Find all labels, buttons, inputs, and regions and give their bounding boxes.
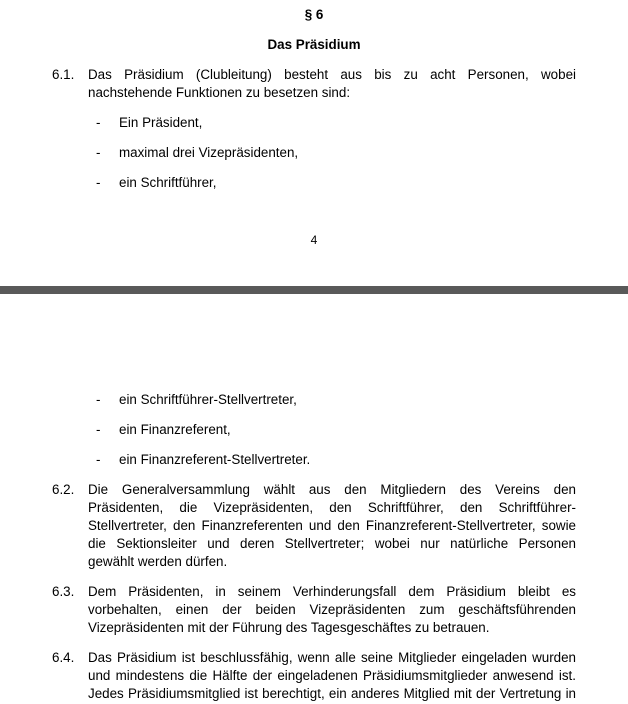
page-separator xyxy=(0,286,628,294)
list-item-finance-officer: ein Finanzreferent, xyxy=(119,422,231,437)
paragraph-6-4-clip xyxy=(88,685,576,701)
bullet-dash: - xyxy=(96,115,101,130)
paragraph-6-3-line-3: Vizepräsidenten mit der Führung des Tagesgeschäftes zu betrauen. xyxy=(88,620,490,635)
paragraph-6-4-line-1: Das Präsidium ist beschlussfähig, wenn alle seine Mitglieder eingeladen wurden xyxy=(88,650,576,665)
list-item-finance-officer-deputy: ein Finanzreferent-Stellvertreter. xyxy=(119,452,311,467)
paragraph-6-2-line-4: die Sektionsleiter und deren Stellvertreter; wobei nur natürliche Personen xyxy=(88,536,576,551)
paragraph-6-2-line-5: gewählt werden dürfen. xyxy=(88,554,228,569)
paragraph-number-6-3: 6.3. xyxy=(52,584,75,599)
bullet-dash: - xyxy=(96,145,101,160)
paragraph-6-4-line-3: Jedes Präsidiumsmitglied ist berechtigt, ein anderes Mitglied mit der Vertretung in xyxy=(88,686,576,701)
page-number: 4 xyxy=(310,233,318,247)
list-item-secretary-deputy: ein Schriftführer-Stellvertreter, xyxy=(119,392,297,407)
section-title: Das Präsidium xyxy=(267,37,361,52)
section-number: § 6 xyxy=(304,7,324,22)
paragraph-6-2-line-1: Die Generalversammlung wählt aus den Mitgliedern des Vereins den xyxy=(88,482,576,497)
paragraph-6-1-line-1: Das Präsidium (Clubleitung) besteht aus bis zu acht Personen, wobei xyxy=(88,67,576,82)
paragraph-number-6-2: 6.2. xyxy=(52,482,75,497)
bullet-dash: - xyxy=(96,392,101,407)
paragraph-number-6-1: 6.1. xyxy=(52,67,75,82)
paragraph-6-2-line-3: Stellvertreter, den Finanzreferenten und den Finanzreferent-Stellvertreter, sowie xyxy=(88,518,576,533)
paragraph-number-6-4: 6.4. xyxy=(52,650,75,665)
bullet-dash: - xyxy=(96,452,101,467)
list-item-secretary: ein Schriftführer, xyxy=(119,175,217,190)
paragraph-6-1-line-2: nachstehende Funktionen zu besetzen sind: xyxy=(88,85,351,100)
paragraph-6-2-line-2: Präsidenten, die Vizepräsidenten, den Schriftführer, den Schriftführer- xyxy=(88,500,576,515)
paragraph-6-3-line-2: vorbehalten, einen der beiden Vizepräsidenten zum geschäftsführenden xyxy=(88,602,576,617)
bullet-dash: - xyxy=(96,422,101,437)
paragraph-6-4-line-2: und mindestens die Hälfte der eingeladenen Präsidiumsmitglieder anwesend ist. xyxy=(88,668,576,683)
list-item-vice-presidents: maximal drei Vizepräsidenten, xyxy=(119,145,299,160)
list-item-president: Ein Präsident, xyxy=(119,115,203,130)
paragraph-6-3-line-1: Dem Präsidenten, in seinem Verhinderungsfall dem Präsidium bleibt es xyxy=(88,584,576,599)
bullet-dash: - xyxy=(96,175,101,190)
